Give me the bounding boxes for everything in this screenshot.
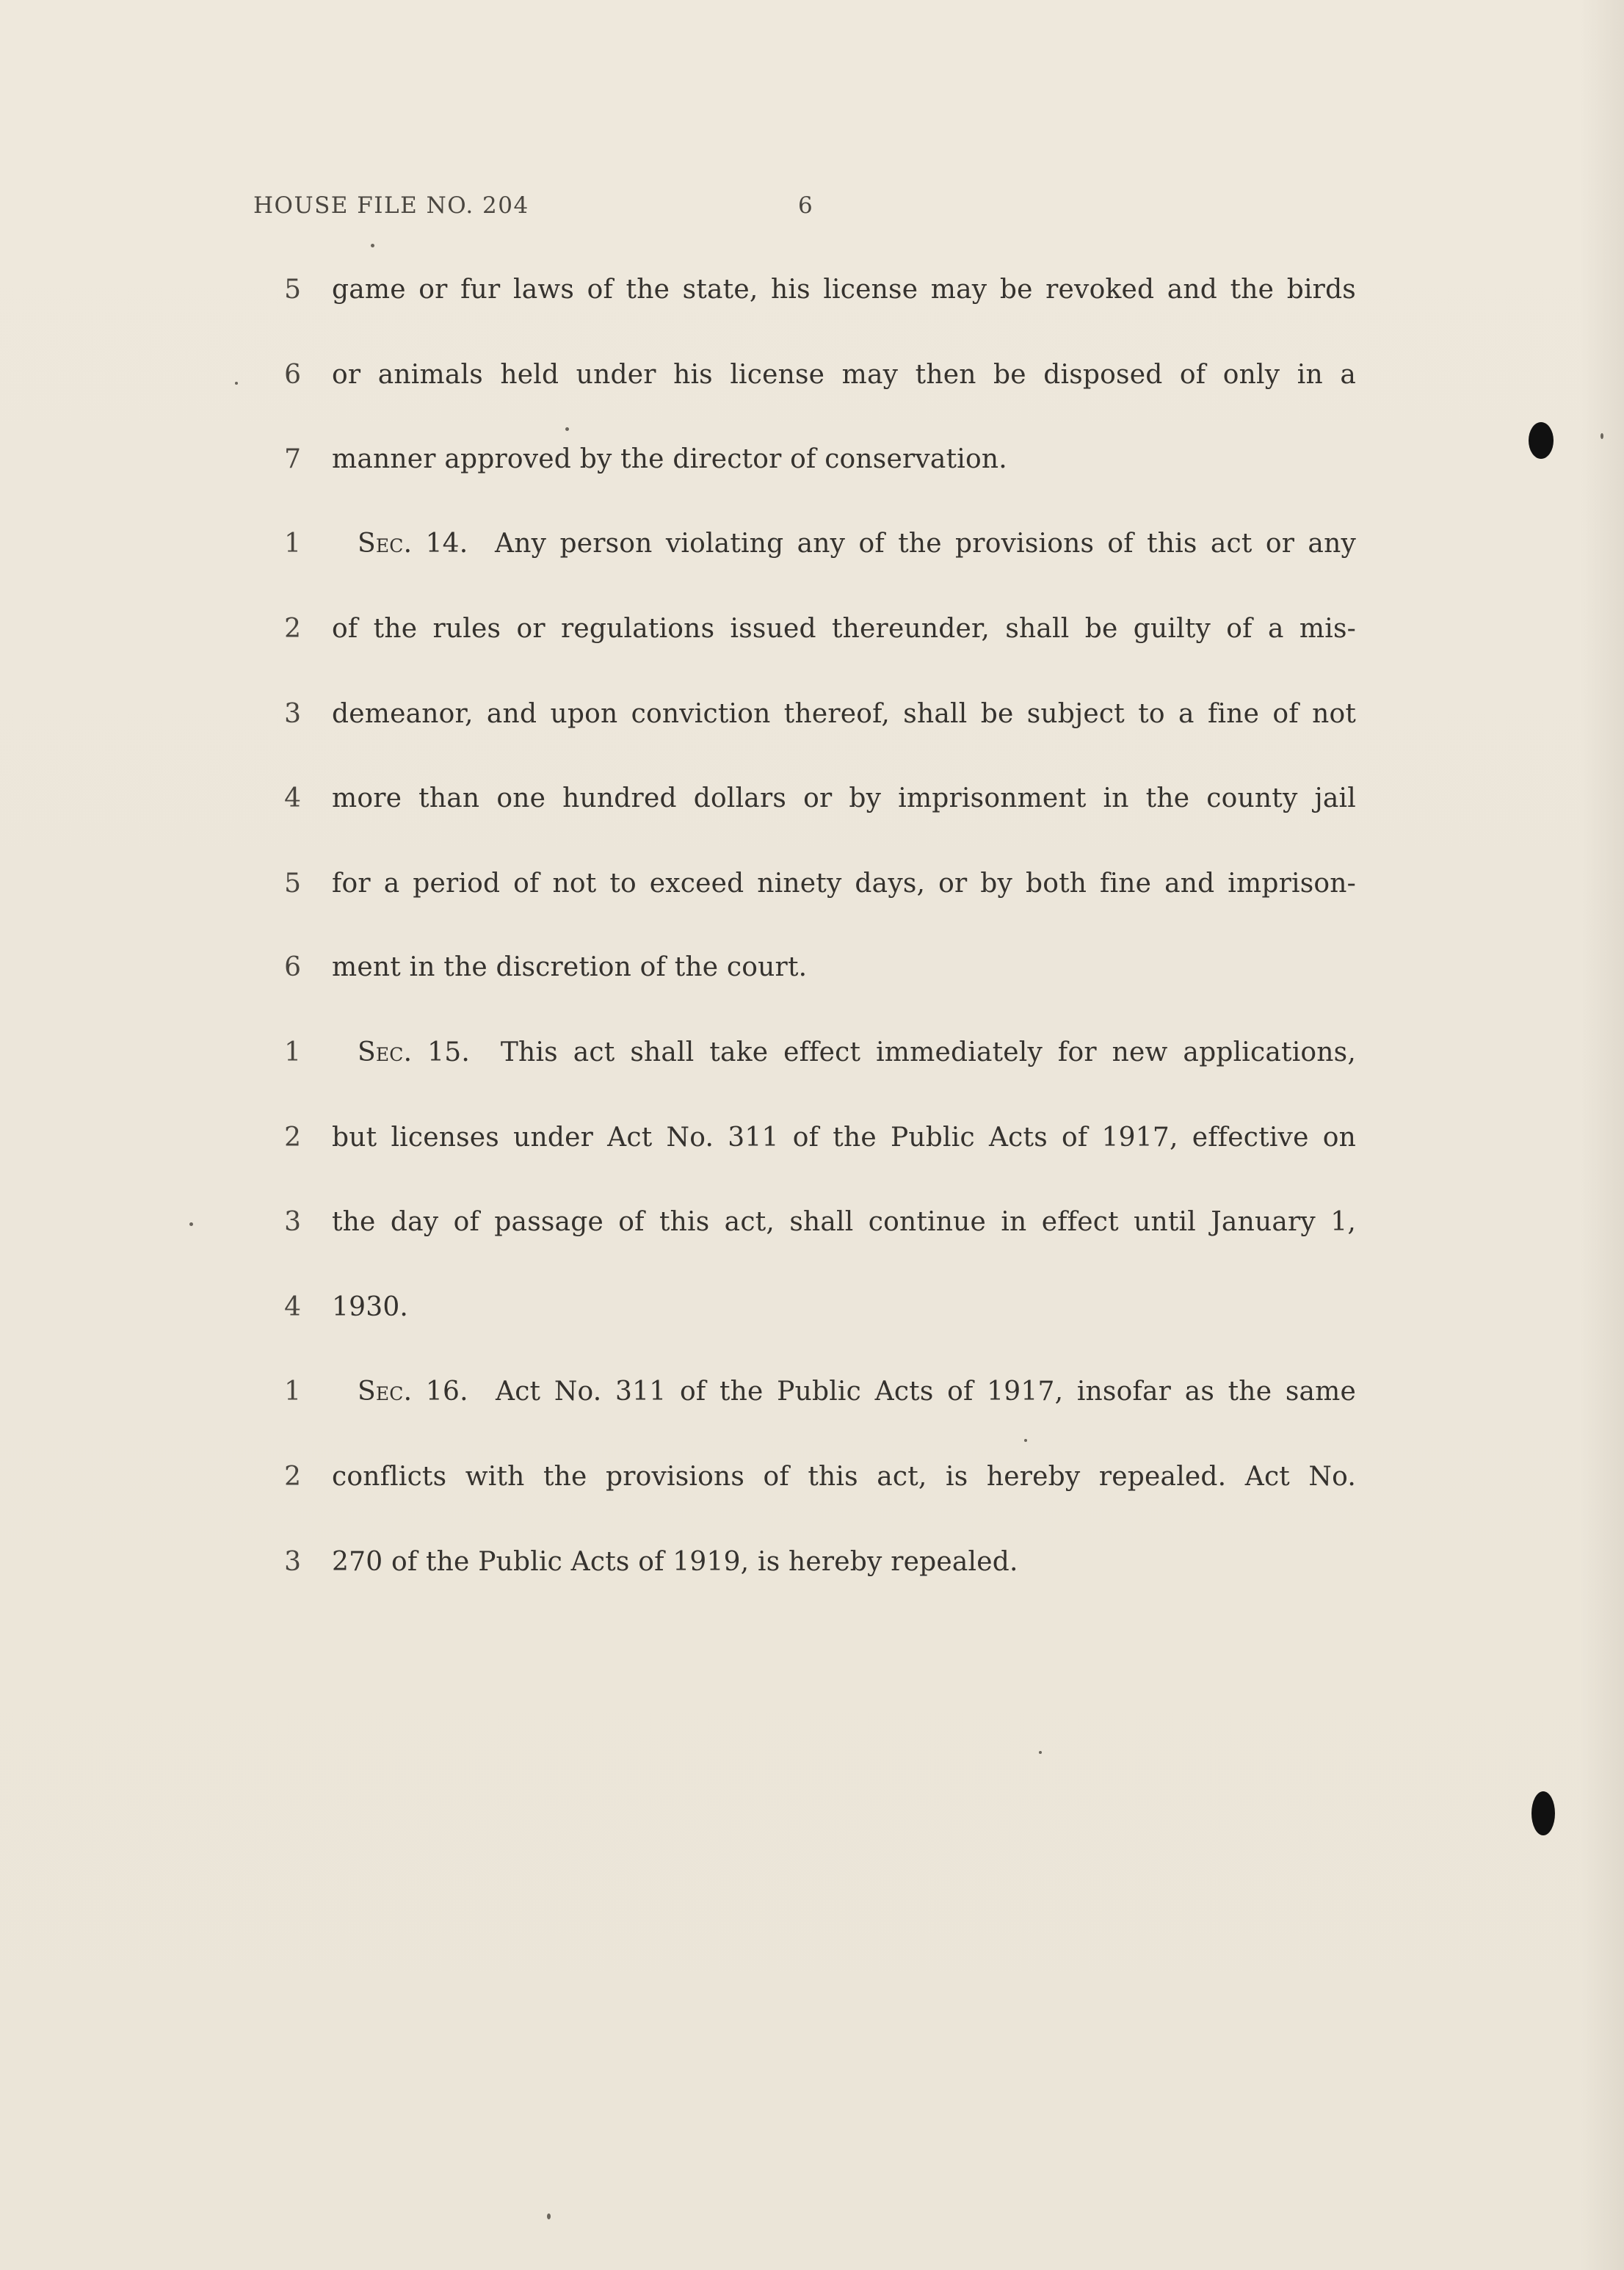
- paper-speck: [189, 1222, 193, 1226]
- line-text: conflicts with the provisions of this act, is hereby repealed. Act No.: [332, 1462, 1356, 1492]
- line-number: 3: [284, 1547, 301, 1577]
- text-line: [0, 360, 1624, 404]
- line-text: more than one hundred dollars or by imprisonment in the county jail: [332, 783, 1356, 813]
- line-number: 5: [284, 869, 301, 899]
- line-text: or animals held under his license may then be disposed of only in a: [332, 360, 1356, 390]
- section-16-line: [0, 1377, 1624, 1421]
- line-number: 1: [284, 1377, 301, 1407]
- text-line: [0, 1292, 1624, 1336]
- paper-speck: [547, 2213, 551, 2219]
- punch-hole-mark: [1531, 1791, 1555, 1835]
- section-text: This act shall take effect immediately for new applications,: [500, 1037, 1356, 1067]
- line-text: demeanor, and upon conviction thereof, shall be subject to a fine of not: [332, 699, 1356, 729]
- text-line: [0, 275, 1624, 319]
- line-text: of the rules or regulations issued thereunder, shall be guilty of a mis-: [332, 614, 1356, 644]
- line-text: the day of passage of this act, shall continue in effect until January 1,: [332, 1207, 1356, 1237]
- line-number: 1: [284, 1037, 301, 1067]
- line-text: [332, 1037, 1356, 1067]
- paper-speck: [1601, 433, 1603, 439]
- line-number: 6: [284, 360, 301, 390]
- punch-hole-mark: [1529, 422, 1554, 459]
- text-line: [0, 952, 1624, 996]
- line-text: 1930.: [332, 1292, 409, 1322]
- text-line: [0, 699, 1624, 743]
- line-number: 2: [284, 1123, 301, 1153]
- line-text: but licenses under Act No. 311 of the Public Acts of 1917, effective on: [332, 1123, 1356, 1153]
- page-number: 6: [798, 192, 813, 219]
- section-label: Sec. 16.: [358, 1377, 468, 1407]
- paper-speck: [565, 427, 569, 431]
- line-text: manner approved by the director of conservation.: [332, 444, 1007, 474]
- text-line: [0, 614, 1624, 658]
- line-number: 2: [284, 1462, 301, 1492]
- text-line: [0, 1547, 1624, 1591]
- line-number: 3: [284, 699, 301, 729]
- line-number: 5: [284, 275, 301, 305]
- line-number: 3: [284, 1207, 301, 1237]
- paper-speck: [1039, 1751, 1042, 1754]
- text-line: [0, 783, 1624, 827]
- section-label: Sec. 15.: [358, 1037, 471, 1067]
- paper-speck: [1024, 1439, 1027, 1442]
- document-header: HOUSE FILE NO. 204: [253, 192, 529, 219]
- line-text: ment in the discretion of the court.: [332, 952, 808, 982]
- text-line: [0, 444, 1624, 488]
- text-line: [0, 1462, 1624, 1506]
- line-text: [332, 1377, 1356, 1407]
- section-text: Act No. 311 of the Public Acts of 1917, insofar as the same: [496, 1377, 1356, 1407]
- paper-speck: [235, 382, 238, 385]
- text-line: [0, 869, 1624, 913]
- paper-speck: [371, 244, 374, 247]
- text-line: [0, 1207, 1624, 1251]
- line-text: for a period of not to exceed ninety days, or by both fine and imprison-: [332, 869, 1356, 899]
- line-number: 7: [284, 444, 301, 474]
- section-label: Sec. 14.: [358, 529, 468, 559]
- line-text: 270 of the Public Acts of 1919, is hereby repealed.: [332, 1547, 1018, 1577]
- section-15-line: [0, 1037, 1624, 1081]
- line-number: 6: [284, 952, 301, 982]
- section-14-line: [0, 529, 1624, 573]
- line-number: 2: [284, 614, 301, 644]
- line-text: game or fur laws of the state, his license may be revoked and the birds: [332, 275, 1356, 305]
- line-number: 1: [284, 529, 301, 559]
- text-line: [0, 1123, 1624, 1167]
- line-text: [332, 529, 1356, 559]
- line-number: 4: [284, 783, 301, 813]
- line-number: 4: [284, 1292, 301, 1322]
- section-text: Any person violating any of the provisions of this act or any: [495, 529, 1356, 559]
